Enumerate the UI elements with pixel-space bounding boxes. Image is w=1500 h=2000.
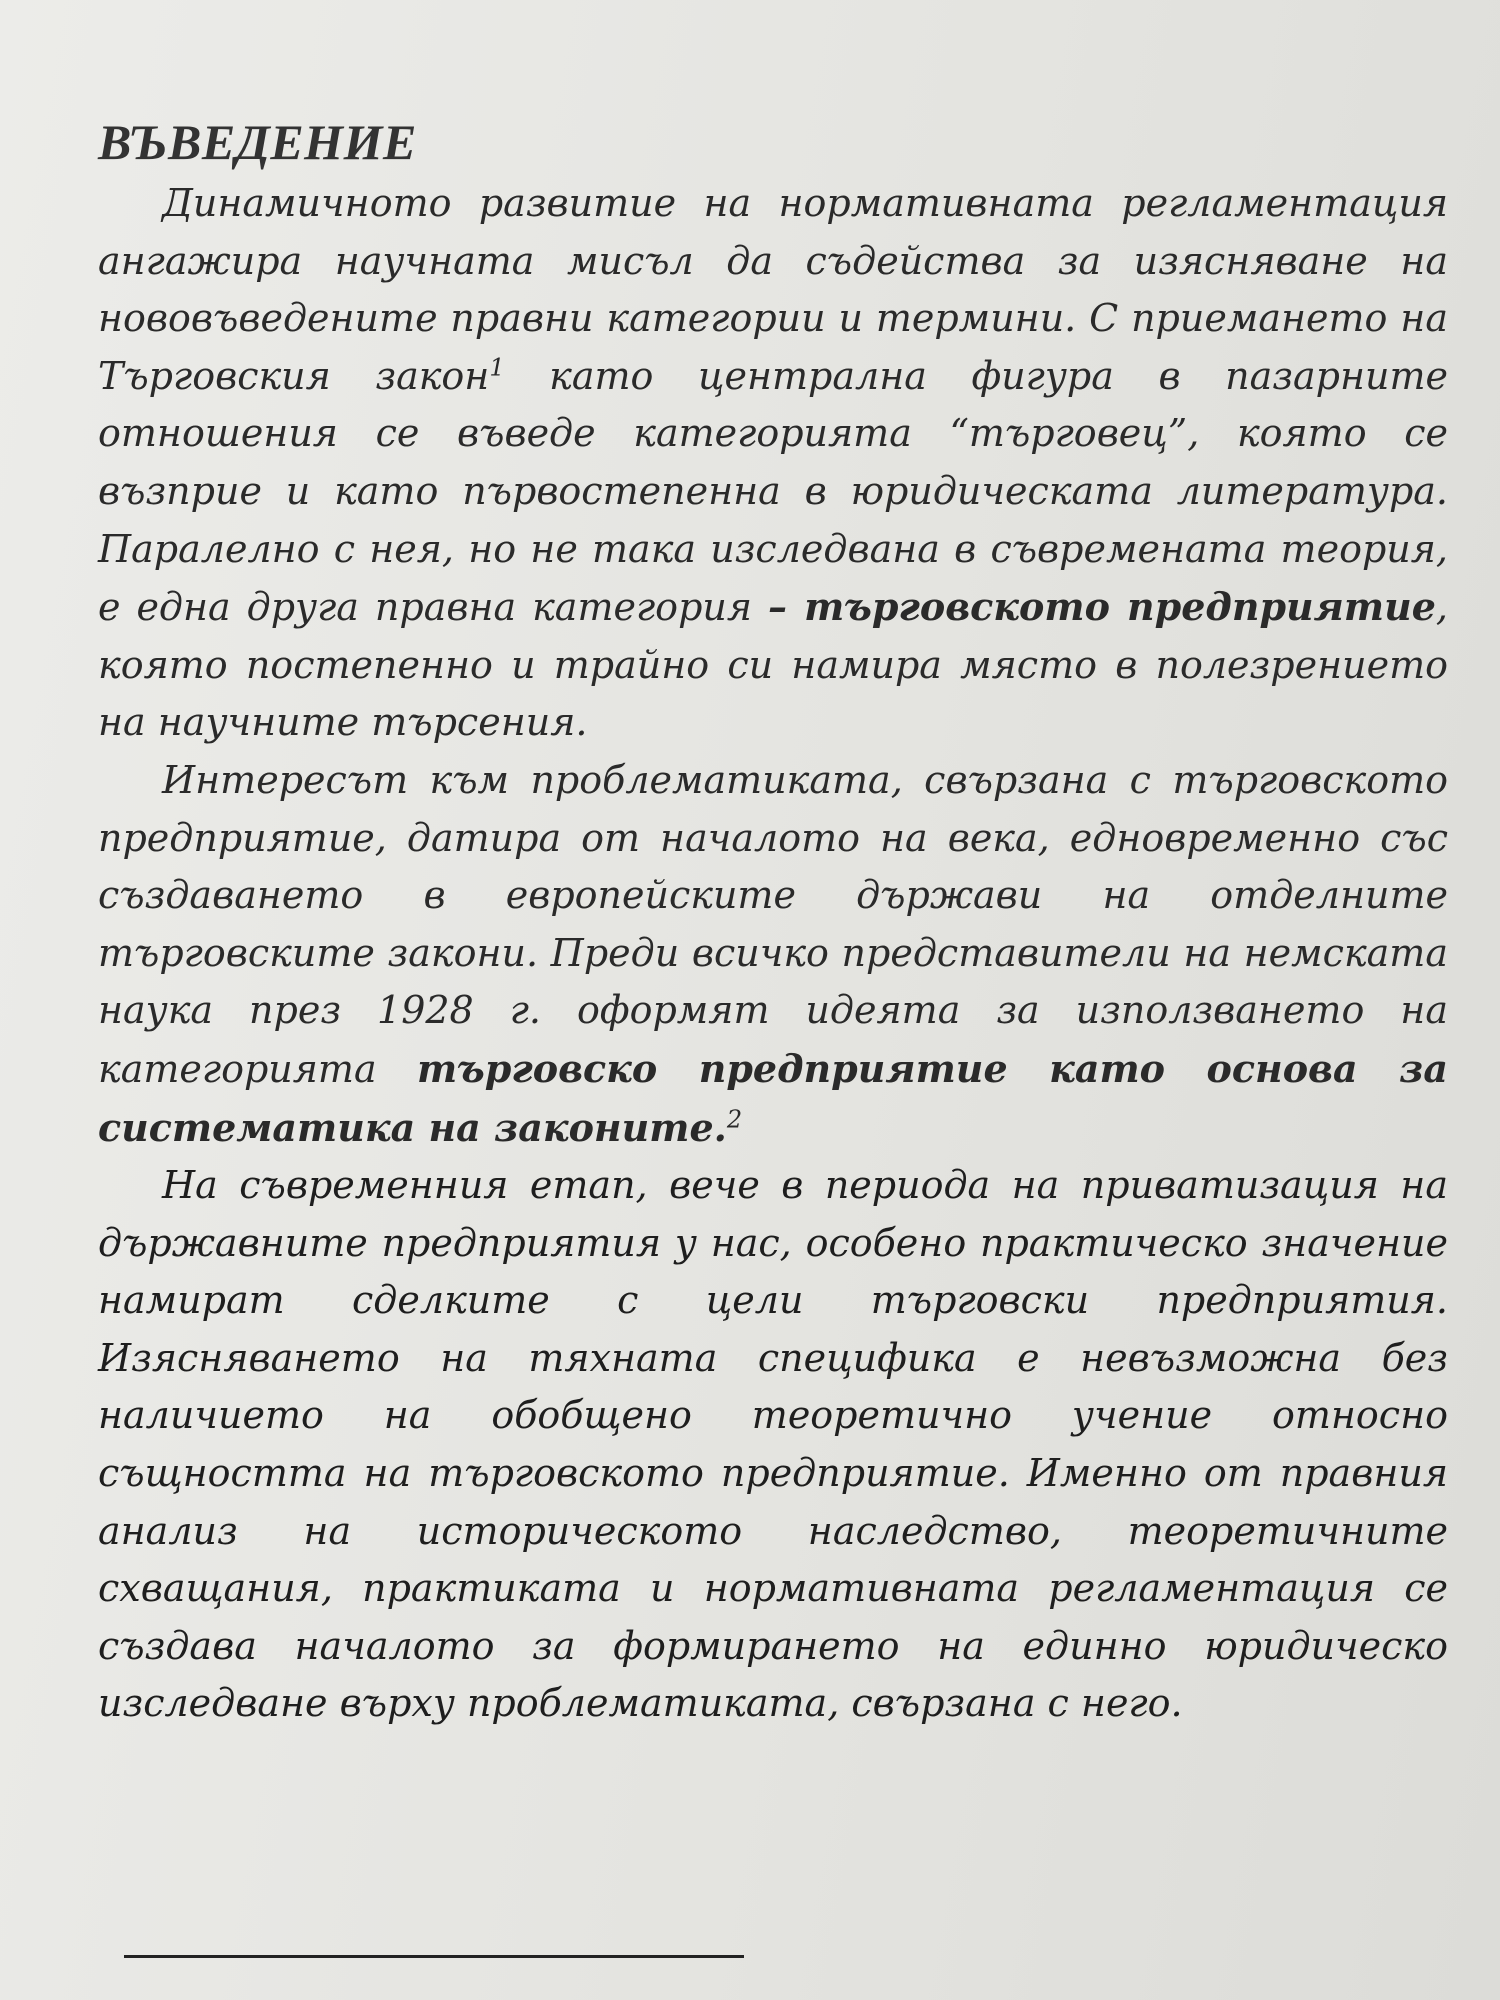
footnote-ref-2[interactable]: 2 [726, 1104, 743, 1133]
paragraph-3 [98, 1157, 1448, 1733]
footnote-ref-1[interactable]: 1 [489, 353, 505, 382]
paragraph-2 [98, 752, 1448, 1157]
paragraph-2-text-a: Интересът към проблематиката, свързана с търговското предприятие, датира от началото на века, едновременно със създаването в европейските държави на отделните търговските закони. Преди всичко представители на немската наука през 1928 г. оформят идеята за използването на категорията [98, 757, 1448, 1091]
paragraph-1-text-c: , която постепенно и трайно си намира място в полезрението на научните търсения. [98, 585, 1448, 745]
paragraph-2-bold-term: търговско предприятие като основа за систематика на законите. [98, 1045, 1448, 1150]
paragraph-1-text-a: Динамичното развитие на нормативната регламентация ангажира научната мисъл да съдейства за изясняване на нововъведените правни категории и термини. С приемането на Търговския закон [98, 181, 1448, 398]
paragraph-3-text: На съвременния етап, вече в периода на приватизация на държавните предприятия у нас, особено практическо значение намират сделките с цели търговски предприятия. Изясняването на тяхната специфика е невъзможна без наличието на обобщено теоретично учение относно същността на търговското предприятие. Именно от правния анализ на историческото наследство, теоретичните схващания, практиката и нормативната регламентация се създава началото за формирането на единно юридическо изследване върху проблематиката, свързана с него. [98, 1163, 1448, 1726]
paragraph-1-text-b: като централна фигура в пазарните отношения се въведе категорията “търговец”, която се възприе и като първостепенна в юридическата литература. Паралелно с нея, но не така изследвана в съвремената теория, е една друга правна категория [98, 353, 1448, 630]
paragraph-1-bold-term: – търговското предприятие [767, 584, 1436, 630]
section-heading: ВЪВЕДЕНИЕ [98, 114, 417, 170]
paragraph-1 [98, 175, 1448, 752]
footnote-divider [124, 1955, 744, 1958]
text-block [98, 105, 1448, 1733]
